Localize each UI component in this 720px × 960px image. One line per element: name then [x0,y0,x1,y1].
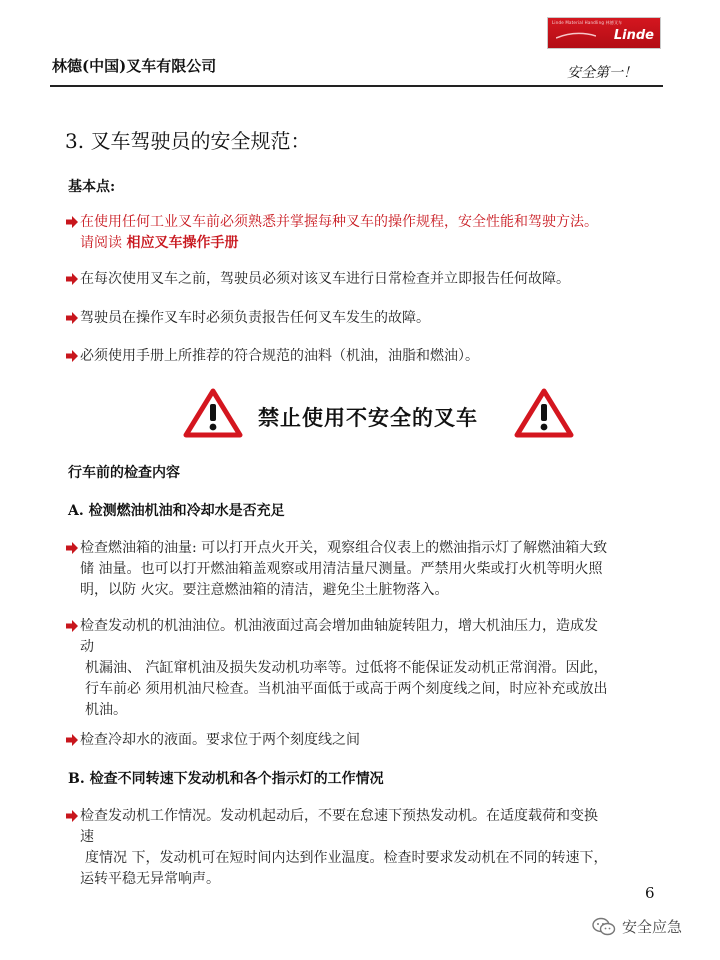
section-heading: 3. 叉车驾驶员的安全规范： [65,129,311,153]
arrow-bullet-icon [66,350,78,362]
basics-label: 基本点: [68,179,116,195]
list-item-line: 检查发动机的机油油位。机油液面过高会增加曲轴旋转阻力，增大机油压力，造成发 [80,618,598,634]
arrow-bullet-icon [66,273,78,285]
warning-text: 禁止使用不安全的叉车 [258,405,478,430]
list-item-line: 机油。 [85,702,127,718]
arrow-bullet-icon [66,542,78,554]
list-item [66,269,570,290]
logo-tagline: Linde Material Handling 林德叉车 [552,20,623,25]
list-item-line: 明，以防 火灾。要注意燃油箱的清洁，避免尘土脏物落入。 [80,582,449,598]
list-item-line: 在每次使用叉车之前，驾驶员必须对该叉车进行日常检查并立即报告任何故障。 [80,271,570,287]
list-item [66,538,607,601]
logo-wordmark: Linde [613,28,654,43]
list-item-line: 驾驶员在操作叉车时必须负责报告任何叉车发生的故障。 [80,310,430,326]
manual-reference-link[interactable]: 相应叉车操作手册 [126,235,239,251]
list-item-line: 动 [80,639,94,655]
list-item [66,730,360,751]
arrow-bullet-icon [66,312,78,324]
arrow-bullet-icon [66,810,78,822]
arrow-bullet-icon [66,216,78,228]
list-item-line: 机漏油、 汽缸窜机油及损失发动机功率等。过低将不能保证发动机正常润滑。因此， [85,660,608,676]
pre-check-label: 行车前的检查内容 [68,465,180,481]
list-item-line: 行车前必 须用机油尺检查。当机油平面低于或高于两个刻度线之间，时应补充或放出 [85,681,608,697]
list-item-line: 请阅读 [80,235,122,251]
list-item-line: 度情况 下，发动机可在短时间内达到作业温度。检查时要求发动机在不同的转速下， [85,850,608,866]
list-item-line: 必须使用手册上所推荐的符合规范的油料（机油，油脂和燃油）。 [80,348,479,364]
header-divider [50,85,663,87]
warning-triangle-icon [514,388,574,438]
list-item-line: 速 [80,829,94,845]
list-item-line: 检查冷却水的液面。要求位于两个刻度线之间 [80,732,360,748]
list-item-line: 检查发动机工作情况。发动机起动后，不要在怠速下预热发动机。在适度载荷和变换 [80,808,598,824]
arrow-bullet-icon [66,734,78,746]
list-item [66,346,479,367]
list-item [66,308,430,329]
logo-swoosh-icon [556,32,596,40]
page-number: 6 [645,884,655,902]
warning-triangle-icon [183,388,243,438]
list-item [66,616,607,721]
watermark-text: 安全应急 [622,918,683,936]
list-item-line: 储 油量。也可以打开燃油箱盖观察或用清洁量尺测量。严禁用火柴或打火机等明火照 [80,561,603,577]
list-item [66,212,598,254]
part-a-label: A. 检测燃油机油和冷却水是否充足 [68,503,285,519]
list-item-line: 检查燃油箱的油量: 可以打开点火开关，观察组合仪表上的燃油指示灯了解燃油箱大致 [80,540,608,556]
wechat-icon [592,917,616,937]
list-item-line: 运转平稳无异常响声。 [80,871,220,887]
company-name: 林德(中国)叉车有限公司 [52,57,217,75]
list-item [66,806,607,890]
arrow-bullet-icon [66,620,78,632]
list-item-line: 在使用任何工业叉车前必须熟悉并掌握每种叉车的操作规程，安全性能和驾驶方法。 [80,214,598,230]
part-b-label: B. 检查不同转速下发动机和各个指示灯的工作情况 [68,771,384,787]
linde-logo [548,18,660,48]
safety-slogan: 安全第一！ [567,65,637,81]
